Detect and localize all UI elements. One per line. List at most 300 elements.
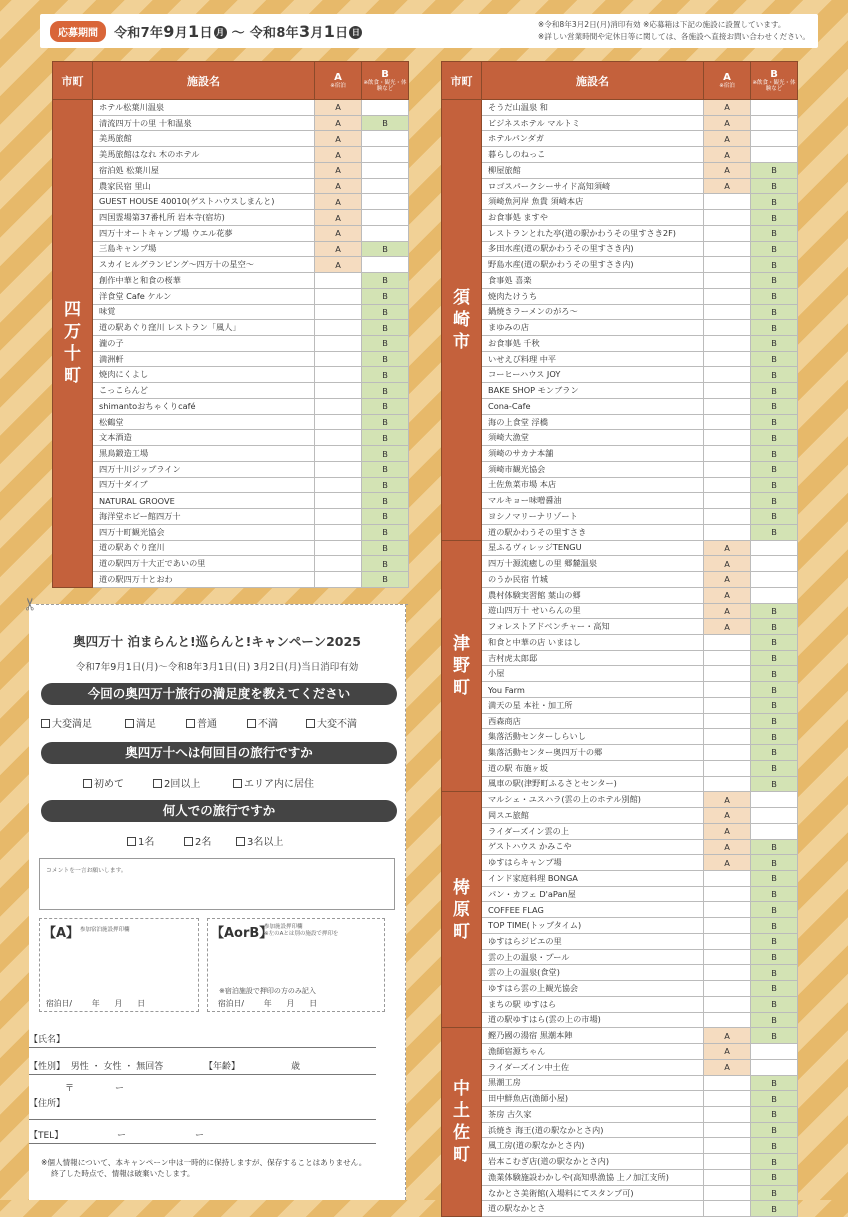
type-b-cell: B [362, 430, 409, 446]
facility-row [442, 493, 798, 509]
type-b-cell: B [751, 273, 798, 289]
facility-row [442, 273, 798, 289]
checkbox-icon [233, 779, 242, 788]
facility-row [442, 572, 798, 588]
facility-row [442, 1138, 798, 1154]
type-a-cell: A [315, 225, 362, 241]
facility-name: マルシェ・ユスハラ(雲の上のホテル別館) [482, 792, 704, 808]
facility-name: 松鶴堂 [93, 414, 315, 430]
facility-name: 雲の上の温泉(食堂) [482, 965, 704, 981]
type-b-cell: B [751, 839, 798, 855]
type-b-cell: B [751, 902, 798, 918]
type-b-cell [751, 540, 798, 556]
facility-row [442, 713, 798, 729]
facility-name: レストランとれた亭(道の駅かわうその里すさき2F) [482, 225, 704, 241]
type-a-cell [315, 446, 362, 462]
type-a-cell: A [704, 178, 751, 194]
facility-row [442, 682, 798, 698]
type-a-cell [704, 981, 751, 997]
type-a-cell [704, 210, 751, 226]
facility-row [442, 304, 798, 320]
type-b-cell: B [751, 745, 798, 761]
type-a-cell [704, 398, 751, 414]
type-b-cell: B [751, 918, 798, 934]
type-b-cell: B [751, 1138, 798, 1154]
checkbox-resident[interactable]: エリア内に居住 [233, 775, 314, 790]
facility-name: 農村体験実習館 葉山の郷 [482, 587, 704, 603]
facility-name: スカイヒルグランピング〜四万十の星空〜 [93, 257, 315, 273]
type-b-cell: B [362, 524, 409, 540]
type-a-cell [315, 383, 362, 399]
facility-row [53, 336, 409, 352]
type-a-cell: A [704, 587, 751, 603]
facility-row [442, 320, 798, 336]
facility-name: 須崎魚河岸 魚貴 須崎本店 [482, 194, 704, 210]
checkbox-two-people[interactable]: 2名 [184, 833, 211, 848]
facility-row [442, 792, 798, 808]
facility-row [442, 1201, 798, 1217]
type-b-cell: B [751, 461, 798, 477]
type-a-cell [704, 918, 751, 934]
type-a-cell: A [704, 115, 751, 131]
type-b-cell: B [751, 776, 798, 792]
facility-name: NATURAL GROOVE [93, 493, 315, 509]
type-b-cell: B [751, 1028, 798, 1044]
type-b-cell: B [751, 524, 798, 540]
type-a-cell [704, 288, 751, 304]
checkbox-icon [153, 779, 162, 788]
type-b-cell [362, 210, 409, 226]
type-a-cell [704, 933, 751, 949]
facility-name: 道の駅ゆすはら(雲の上の市場) [482, 1012, 704, 1028]
facility-row [442, 697, 798, 713]
facility-row [442, 351, 798, 367]
type-b-cell: B [362, 509, 409, 525]
type-a-cell [315, 288, 362, 304]
type-b-cell [362, 162, 409, 178]
type-a-cell: A [704, 556, 751, 572]
type-b-cell [751, 1059, 798, 1075]
type-a-cell [315, 430, 362, 446]
type-b-cell: B [362, 556, 409, 572]
stamp-a-title: 【A】 [43, 926, 80, 941]
question-party-size: 何人での旅行ですか [41, 800, 397, 822]
type-a-cell [704, 996, 751, 1012]
type-b-cell: B [751, 886, 798, 902]
facility-row [442, 131, 798, 147]
type-a-cell: A [315, 147, 362, 163]
facility-row [442, 178, 798, 194]
type-a-cell: A [315, 241, 362, 257]
facility-name: お食事処 ますや [482, 210, 704, 226]
facility-name: 集落活動センターしらいし [482, 729, 704, 745]
facility-name: 満洲軒 [93, 351, 315, 367]
type-b-cell: B [751, 398, 798, 414]
facility-name: パン・カフェ D'aPan屋 [482, 886, 704, 902]
facility-name: 清流四万十の里 十和温泉 [93, 115, 315, 131]
facility-name: GUEST HOUSE 40010(ゲストハウスしまんと) [93, 194, 315, 210]
facility-name: 田中鮮魚店(漁師小屋) [482, 1091, 704, 1107]
facility-name: 道の駅かわうその里すさき [482, 524, 704, 540]
facility-name: 黒潮工房 [482, 1075, 704, 1091]
type-a-cell [315, 336, 362, 352]
type-b-cell: B [751, 477, 798, 493]
type-a-cell: A [704, 839, 751, 855]
type-b-cell: B [751, 981, 798, 997]
facility-row [53, 225, 409, 241]
left-facility-table [52, 61, 409, 588]
type-b-cell: B [751, 1012, 798, 1028]
stamp-ab-sub: 参加施設押印欄 ※左のAとは別の施設で押印を [264, 924, 339, 937]
facility-row [442, 540, 798, 556]
type-b-cell: B [362, 493, 409, 509]
type-a-cell [315, 556, 362, 572]
type-b-cell: B [751, 1075, 798, 1091]
type-a-cell [704, 430, 751, 446]
checkbox-icon [41, 719, 50, 728]
facility-row [442, 556, 798, 572]
facility-row [442, 1028, 798, 1044]
type-a-cell: A [315, 194, 362, 210]
facility-row [442, 477, 798, 493]
facility-name: 四万十源流癒しの里 郷麓温泉 [482, 556, 704, 572]
type-b-cell [751, 115, 798, 131]
type-b-cell: B [362, 461, 409, 477]
type-b-cell [751, 1044, 798, 1060]
type-b-cell [751, 792, 798, 808]
type-a-cell [315, 398, 362, 414]
type-a-cell: A [704, 1059, 751, 1075]
facility-name: 西森商店 [482, 713, 704, 729]
type-b-cell: B [751, 760, 798, 776]
type-b-cell: B [751, 1122, 798, 1138]
checkbox-dissatisfied[interactable]: 不満 [247, 715, 278, 730]
type-a-cell [704, 414, 751, 430]
facility-row [53, 162, 409, 178]
type-b-cell: B [751, 194, 798, 210]
facility-name: 茶房 古久家 [482, 1107, 704, 1123]
facility-row [442, 619, 798, 635]
type-a-cell [315, 351, 362, 367]
facility-name: 浜焼き 海王(道の駅なかとさ内) [482, 1122, 704, 1138]
type-b-cell: B [751, 1107, 798, 1123]
type-b-cell: B [751, 430, 798, 446]
type-a-cell: A [704, 147, 751, 163]
checkbox-icon [186, 719, 195, 728]
facility-name: 道の駅四万十大正であいの里 [93, 556, 315, 572]
type-a-cell [315, 304, 362, 320]
type-a-cell [704, 493, 751, 509]
type-b-cell [751, 100, 798, 116]
type-a-cell [704, 383, 751, 399]
facility-row [442, 115, 798, 131]
facility-name: マルキョー味噌醤油 [482, 493, 704, 509]
facility-row [53, 383, 409, 399]
facility-name: ゲストハウス かみこや [482, 839, 704, 855]
facility-row [442, 1107, 798, 1123]
facility-name: ビジネスホテル マルトミ [482, 115, 704, 131]
facility-name: 須崎市観光協会 [482, 461, 704, 477]
checkbox-very-dissatisfied[interactable]: 大変不満 [306, 715, 357, 730]
checkbox-two-or-more[interactable]: 2回以上 [153, 775, 200, 790]
facility-name: shimantoおちゃくりcafé [93, 398, 315, 414]
facility-row [442, 398, 798, 414]
facility-row [442, 1091, 798, 1107]
type-a-cell [704, 965, 751, 981]
facility-name: 海の上食堂 浮橋 [482, 414, 704, 430]
type-b-cell: B [751, 697, 798, 713]
gender-age-field[interactable]: 【性別】 男性 ・ 女性 ・ 無回答 【年齢】 歳 [29, 1059, 376, 1075]
scissors-icon: ✂ [21, 596, 42, 612]
type-b-cell: B [751, 682, 798, 698]
type-b-cell: B [362, 241, 409, 257]
facility-name: ヨシノマリーナリゾート [482, 509, 704, 525]
facility-name: コーヒーハウス JOY [482, 367, 704, 383]
facility-row [53, 100, 409, 116]
type-a-cell: A [704, 792, 751, 808]
facility-row [53, 509, 409, 525]
type-a-cell [704, 745, 751, 761]
type-a-cell [704, 1091, 751, 1107]
facility-name: 道の駅あぐり窪川 レストラン「風人」 [93, 320, 315, 336]
facility-name: こっこらんど [93, 383, 315, 399]
facility-row [53, 178, 409, 194]
tel-field[interactable]: 【TEL】 ー ー [29, 1128, 376, 1144]
type-a-cell [704, 241, 751, 257]
checkbox-icon [306, 719, 315, 728]
facility-row [53, 257, 409, 273]
facility-row [442, 1185, 798, 1201]
type-b-cell [362, 257, 409, 273]
facility-name: 岩本こむぎ店(道の駅なかとさ内) [482, 1154, 704, 1170]
type-b-cell: B [362, 477, 409, 493]
facility-name: 野島水産(道の駅かわうその里すさき内) [482, 257, 704, 273]
facility-row [442, 336, 798, 352]
type-a-cell: A [315, 210, 362, 226]
stay-date-ab: 宿泊日/ 年 月 日 [218, 999, 317, 1008]
type-b-cell [362, 194, 409, 210]
type-b-cell [751, 556, 798, 572]
type-b-cell [362, 147, 409, 163]
cut-line [36, 604, 408, 605]
facility-row [442, 745, 798, 761]
type-a-cell: A [704, 572, 751, 588]
type-b-cell [362, 225, 409, 241]
type-a-cell [315, 509, 362, 525]
type-b-cell [751, 823, 798, 839]
facility-row [442, 162, 798, 178]
type-b-cell: B [362, 336, 409, 352]
checkbox-icon [127, 837, 136, 846]
facility-row [442, 1059, 798, 1075]
type-a-cell: A [315, 162, 362, 178]
type-a-cell [704, 650, 751, 666]
coupon-title: 奥四万十 泊まらんと!巡らんと!キャンペーン2025 [73, 634, 361, 649]
town-label: 梼 原 町 [442, 792, 482, 1028]
facility-row [53, 131, 409, 147]
type-a-cell [315, 273, 362, 289]
facility-row [53, 194, 409, 210]
type-b-cell: B [751, 288, 798, 304]
type-b-cell: B [751, 619, 798, 635]
facility-row [442, 965, 798, 981]
facility-row [442, 461, 798, 477]
postal-dash: ー [115, 1084, 125, 1094]
facility-row [442, 414, 798, 430]
facility-name: 食事処 喜楽 [482, 273, 704, 289]
facility-name: ホテルパンダガ [482, 131, 704, 147]
facility-row [442, 1044, 798, 1060]
type-a-cell [704, 336, 751, 352]
type-b-cell [751, 572, 798, 588]
type-a-cell [704, 304, 751, 320]
type-b-cell: B [751, 713, 798, 729]
facility-row [53, 461, 409, 477]
facility-name: You Farm [482, 682, 704, 698]
type-b-cell [751, 131, 798, 147]
facility-name: 柳屋旅館 [482, 162, 704, 178]
type-a-cell: A [704, 855, 751, 871]
type-b-cell: B [751, 178, 798, 194]
header-b: B ※飲食・観光・体験など [362, 62, 409, 100]
type-b-cell: B [751, 1169, 798, 1185]
type-b-cell: B [751, 729, 798, 745]
facility-name: まゆみの店 [482, 320, 704, 336]
facility-row [442, 147, 798, 163]
type-a-cell [704, 1154, 751, 1170]
checkbox-very-satisfied[interactable]: 大変満足 [41, 715, 92, 730]
type-b-cell: B [362, 273, 409, 289]
facility-name: COFFEE FLAG [482, 902, 704, 918]
facility-row [442, 210, 798, 226]
type-a-cell [704, 760, 751, 776]
type-b-cell: B [751, 383, 798, 399]
period-notes: ※令和8年3月2日(月)消印有効 ※応募箱は下記の施設に設置しています。 ※詳しい営業時間や定休日等に関しては、各施設へ直接お問い合わせください。 [537, 20, 810, 41]
type-a-cell [704, 257, 751, 273]
facility-name: TOP TIME(トップタイム) [482, 918, 704, 934]
facility-row [442, 870, 798, 886]
type-a-cell [704, 870, 751, 886]
facility-row [442, 1122, 798, 1138]
comment-placeholder: コメントを一言お願いします。 [46, 868, 127, 874]
facility-row [442, 603, 798, 619]
facility-name: 道の駅なかとさ [482, 1201, 704, 1217]
type-b-cell: B [751, 320, 798, 336]
stamp-ab-title: 【AorB】 [211, 926, 273, 941]
town-label: 津 野 町 [442, 540, 482, 792]
type-b-cell: B [751, 996, 798, 1012]
facility-name: 漁業体験施設わかしや(高知県漁協 上ノ加江支所) [482, 1169, 704, 1185]
type-a-cell: A [704, 162, 751, 178]
facility-name: なかとさ美術館(入場料にてスタンプ可) [482, 1185, 704, 1201]
type-a-cell: A [315, 257, 362, 273]
postal-mark: 〒 [65, 1084, 75, 1094]
facility-name: 農家民宿 里山 [93, 178, 315, 194]
privacy-note: ※個人情報について、本キャンペーン中は一時的に保持しますが、保存することはありません。 終了した時点で、情報は破棄いたします。 [41, 1158, 367, 1178]
type-b-cell: B [362, 367, 409, 383]
facility-name: まちの駅 ゆすはら [482, 996, 704, 1012]
type-b-cell: B [362, 446, 409, 462]
type-a-cell [704, 902, 751, 918]
period-badge: 応募期間 [50, 21, 106, 42]
type-a-cell [704, 461, 751, 477]
checkbox-one-person[interactable]: 1名 [127, 833, 154, 848]
facility-row [53, 241, 409, 257]
type-a-cell [315, 572, 362, 588]
facility-name: いせえび料理 中平 [482, 351, 704, 367]
checkbox-icon [125, 719, 134, 728]
facility-row [53, 430, 409, 446]
facility-name: 焼肉にくよし [93, 367, 315, 383]
checkbox-satisfied[interactable]: 満足 [125, 715, 156, 730]
facility-row [53, 288, 409, 304]
facility-row [442, 1075, 798, 1091]
facility-name: ゆすはら雲の上観光協会 [482, 981, 704, 997]
facility-name: Cona-Cafe [482, 398, 704, 414]
type-b-cell: B [751, 351, 798, 367]
facility-name: 黒鳥鍛造工場 [93, 446, 315, 462]
type-a-cell [704, 524, 751, 540]
header-a: A ※宿泊 [315, 62, 362, 100]
type-a-cell [315, 320, 362, 336]
facility-row [53, 446, 409, 462]
facility-name: フォレストアドベンチャー・高知 [482, 619, 704, 635]
facility-name: 雲の上の温泉・プール [482, 949, 704, 965]
facility-name: 須崎のサカナ本舗 [482, 446, 704, 462]
facility-name: 四万十ダイブ [93, 477, 315, 493]
type-a-cell [704, 1107, 751, 1123]
facility-row [442, 634, 798, 650]
header-name: 施設名 [93, 62, 315, 100]
type-b-cell: B [751, 336, 798, 352]
type-a-cell [704, 446, 751, 462]
facility-name: 岡スエ旅館 [482, 808, 704, 824]
name-field[interactable]: 【氏名】 [29, 1032, 376, 1048]
facility-name: お食事処 千秋 [482, 336, 704, 352]
facility-row [53, 273, 409, 289]
type-a-cell [704, 225, 751, 241]
facility-name: インド家庭料理 BONGA [482, 870, 704, 886]
type-b-cell: B [362, 398, 409, 414]
type-a-cell [704, 1122, 751, 1138]
facility-row [53, 147, 409, 163]
type-a-cell [704, 713, 751, 729]
facility-name: 満天の星 本社・加工所 [482, 697, 704, 713]
type-a-cell [315, 493, 362, 509]
type-b-cell [362, 178, 409, 194]
stamp-a-sub: 参加宿泊施設押印欄 [80, 927, 130, 933]
address-field[interactable]: 【住所】 [29, 1086, 376, 1120]
facility-row [442, 886, 798, 902]
town-label: 中 土 佐 町 [442, 1028, 482, 1217]
facility-row [442, 650, 798, 666]
checkbox-three-plus[interactable]: 3名以上 [236, 833, 283, 848]
checkbox-normal[interactable]: 普通 [186, 715, 217, 730]
right-facility-table [441, 61, 798, 1217]
type-b-cell: B [362, 288, 409, 304]
checkbox-first-time[interactable]: 初めて [83, 775, 124, 790]
facility-row [442, 367, 798, 383]
comment-field[interactable] [39, 858, 395, 910]
type-a-cell: A [704, 823, 751, 839]
application-period-bar [40, 14, 818, 48]
facility-row [442, 509, 798, 525]
type-a-cell [704, 729, 751, 745]
stamp-a-box [39, 918, 199, 1012]
coupon-dates: 令和7年9月1日(月)〜令和8年3月1日(日) 3月2日(月)当日消印有効 [75, 662, 359, 673]
type-b-cell: B [362, 540, 409, 556]
type-b-cell: B [751, 1091, 798, 1107]
